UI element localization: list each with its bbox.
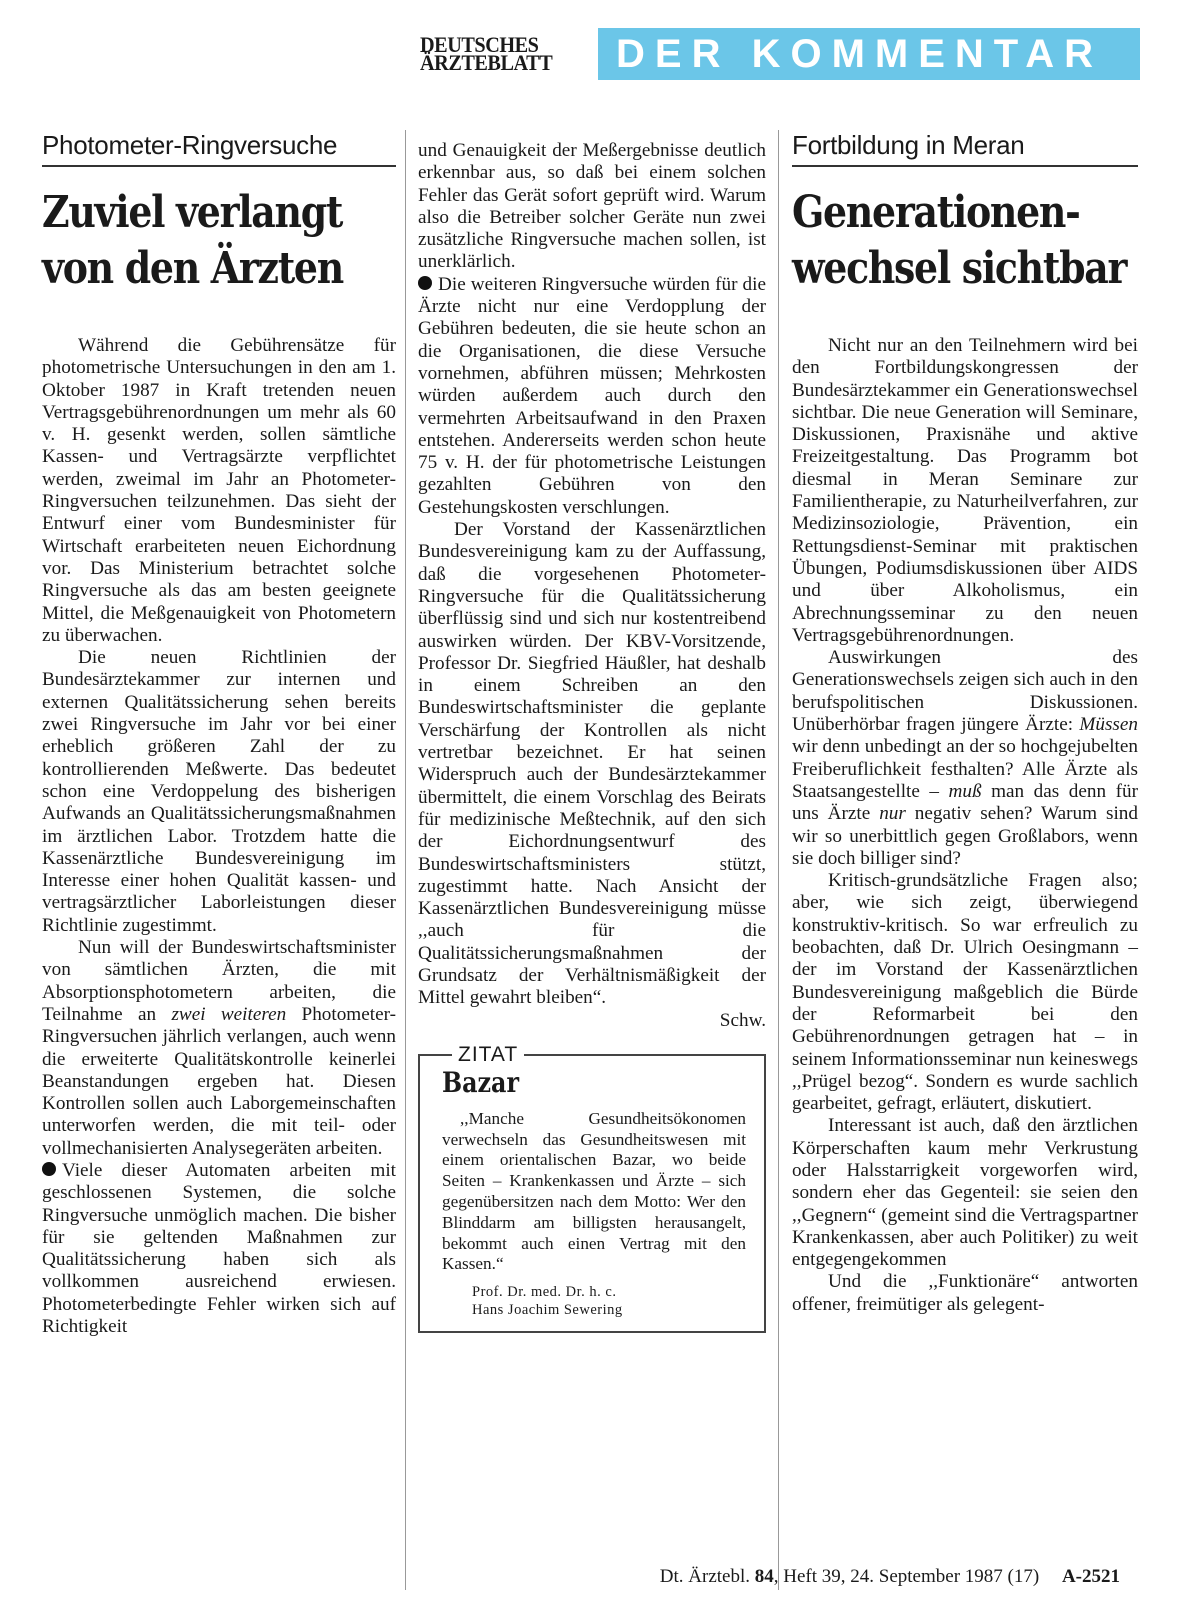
text-run: man das denn für uns Ärzte — [792, 780, 1138, 825]
column-divider — [405, 130, 406, 1590]
headline-line-1: Zuviel verlangt — [42, 187, 343, 238]
article-continuation — [418, 140, 766, 1333]
quote-label: ZITAT — [452, 1043, 524, 1067]
text-run: wir denn unbedingt an der so hochgejubelten Freiberuflichkeit festhalten? Alle Ärzte als Staatsangestellte – — [792, 736, 1138, 802]
paragraph: Der Vorstand der Kassenärztlichen Bundesvereinigung kam zu der Auffassung, daß die vorgesehenen Photometer-Ringversuche für die Qualitätssicherung überflüssig sind und sich nur kostentreibend auswirken würden. Der KBV-Vorsitzende, Professor Dr. Siegfried Häußler, hat deshalb in einem Schreiben an den Bundeswirtschaftsminister die geplante Verschärfung der Kontrollen als nicht vertretbar bezeichnet. Er hat seinen Widerspruch auch der Bundesärztekammer übermittelt, die einem Vorschlag des Beirats für medizinische Meßtechnik, auf den sich der Eichordnungsentwurf des Bundeswirtschaftsministers stützt, zugestimmt hatte. Nach Ansicht der Kassenärztlichen Bundesvereinigung müsse ,,auch für die Qualitätssicherungsmaßnahmen der Grundsatz der Verhältnismäßigkeit der Mittel gewahrt bleiben“. — [418, 519, 766, 1009]
paragraph — [42, 937, 396, 1160]
column-divider — [778, 130, 779, 1590]
emphasis: Müssen — [1079, 714, 1138, 736]
text-run: Auswirkungen des Generationswechsels zeigen sich auch in den berufspolitischen Diskussionen. Unüberhörbar fragen jüngere Ärzte: — [792, 647, 1138, 736]
quote-author-title: Prof. Dr. med. Dr. h. c. — [472, 1284, 617, 1301]
paragraph — [792, 647, 1138, 870]
article-headline — [42, 185, 346, 297]
headline-line-2: von den Ärzten — [42, 243, 343, 294]
quote-title: Bazar — [442, 1065, 520, 1099]
article-meran — [792, 130, 1138, 1316]
article-body — [792, 335, 1138, 1316]
page-number: A-2521 — [1061, 1566, 1120, 1587]
masthead — [420, 28, 1140, 80]
article-photometer — [42, 130, 396, 1338]
article-kicker: Photometer-Ringversuche — [42, 130, 396, 167]
emphasis: zwei weiteren — [171, 1003, 287, 1025]
emphasis: nur — [879, 803, 906, 825]
article-body — [418, 140, 766, 1032]
page-footer — [660, 1566, 1120, 1588]
headline-line-1: Generationen- — [792, 187, 1080, 238]
bullet-icon — [42, 1162, 56, 1176]
quote-box — [418, 1042, 766, 1333]
quote-author-name: Hans Joachim Sewering — [472, 1302, 623, 1319]
article-body — [42, 335, 396, 1338]
quote-text: ,,Manche Gesundheitsökonomen verwechseln das Gesundheitswesen mit einem orientalischen Bazar, wo beide Seiten – Krankenkassen und Ärzte – sich gegenübersitzen nach dem Motto: Wer den Blinddarm am billigsten herausangelt, bekommt auch einen Vertrag mit den Kassen.“ — [442, 1108, 746, 1274]
paragraph: Nicht nur an den Teilnehmern wird bei den Fortbildungskongressen der Bundesärztekammer ein Generationswechsel sichtbar. Die neue Generation will Seminare, Diskussionen, Praxisnähe und aktive Freizeitgestaltung. Das Programm bot diesmal in Meran Seminare zur Familientherapie, zu Naturheilverfahren, zur Medizinsoziologie, Prävention, ein Rettungsdienst-Seminar mit praktischen Übungen, Podiumsdiskussionen über AIDS und über Alkoholismus, ein Abrechnungsseminar zu den neuen Vertragsgebührenordnungen. — [792, 335, 1138, 646]
section-banner: DER KOMMENTAR — [598, 28, 1140, 80]
paragraph: Interessant ist auch, daß den ärztlichen Körperschaften kaum mehr Verkrustung oder Halsstarrigkeit vorgeworfen wird, sondern eher das Gegenteil: sie seien den ,,Gegnern“ (gemeint sind die Vertragspartner Krankenkassen, aber auch Politiker) zu weit entgegengekommen — [792, 1115, 1138, 1271]
quote-author — [472, 1283, 746, 1319]
text-run: Viele dieser Automaten arbeiten mit geschlossenen Systemen, die solche Ringversuche unmöglich machen. Die bisher für sie geltenden Maßnahmen zur Qualitätssicherung haben sich als vollkommen ausreichend erwiesen. Photometerbedingte Fehler wirken sich auf Richtigkeit — [42, 1159, 396, 1338]
paragraph — [418, 274, 766, 519]
bullet-icon — [418, 276, 432, 290]
headline-line-2: wechsel sichtbar — [792, 243, 1127, 294]
issue-info: , Heft 39, 24. September 1987 (17) — [773, 1566, 1040, 1587]
journal-abbrev: Dt. Ärztebl. — [659, 1566, 751, 1587]
journal-logo — [420, 32, 595, 75]
paragraph: und Genauigkeit der Meßergebnisse deutlich erkennbar aus, so daß bei einem solchen Fehler das Gerät sofort geprüft wird. Warum also die Betreiber solcher Geräte nun zwei zusätzliche Ringversuche machen sollen, ist unerklärlich. — [418, 140, 766, 273]
paragraph — [42, 1160, 396, 1338]
author-signature: Schw. — [719, 1009, 766, 1031]
brand-line-1: DEUTSCHES — [420, 32, 539, 57]
volume-number: 84 — [754, 1566, 774, 1587]
article-kicker: Fortbildung in Meran — [792, 130, 1138, 167]
paragraph: Die neuen Richtlinien der Bundesärztekammer zur internen und externen Qualitätssicherung sehen bereits zwei Ringversuche im Jahr vor bei einer erheblich größeren Zahl der zu kontrollierenden Meßwerte. Das bedeutet schon eine Verdoppelung des bisherigen Aufwands an Qualitätssicherungsmaßnahmen im ärztlichen Labor. Trotzdem hatte die Kassenärztliche Bundesvereinigung im Interesse einer hohen Qualität kassen- und vertragsärztlicher Laborleistungen dieser Richtlinie zugestimmt. — [42, 647, 396, 936]
paragraph: Während die Gebührensätze für photometrische Untersuchungen in den am 1. Oktober 1987 in Kraft tretenden neuen Vertragsgebührenordnungen um mehr als 60 v. H. gesenkt werden, sollen sämtliche Kassen- und Vertragsärzte verpflichtet werden, zweimal im Jahr an Photometer-Ringversuchen teilzunehmen. Das sieht der Entwurf einer vom Bundesminister für Wirtschaft erarbeiteten neuen Eichordnung vor. Das Ministerium betrachtet solche Ringversuche als das am besten geeignete Mittel, die Meßgenauigkeit von Photometern zu überwachen. — [42, 335, 396, 646]
text-run: Photometer-Ringversuchen jährlich verlangen, auch wenn die erweiterte Qualitätskontrolle keinerlei Beanstandungen ergeben hat. Diesen Kontrollen sollen auch Laborgemeinschaften unterworfen werden, die mit teil- oder vollmechanisierten Analysegeräten arbeiten. — [42, 1003, 396, 1159]
article-headline — [792, 185, 1127, 297]
text-run: negativ sehen? Warum sind wir so unerbittlich gegen Großlabors, wenn sie doch billiger sind? — [792, 803, 1138, 869]
text-run: Die weiteren Ringversuche würden für die Ärzte nicht nur eine Verdopplung der Gebühren bedeuten, die sie heute schon an die Organisationen, die diese Versuche vornehmen, abführen müssen; Mehrkosten würden außerdem auch durch den vermehrten Arbeitsaufwand in den Praxen entstehen. Andererseits werden schon heute 75 v. H. der für photometrische Leistungen gezahlten Gebühren von den Gestehungskosten verschlungen. — [418, 273, 766, 518]
paragraph: Und die ,,Funktionäre“ antworten offener, freimütiger als gelegent- — [792, 1271, 1138, 1315]
paragraph: Kritisch-grundsätzliche Fragen also; aber, wie sich zeigt, überwiegend konstruktiv-kritisch. So war erfreulich zu beobachten, daß Dr. Ulrich Oesingmann – der im Vorstand der Kassenärztlichen Bundesvereinigung maßgeblich die Bürde der Reformarbeit bei den Gebührenordnungen getragen hat – in seinem Informationsseminar nun keineswegs ,,Prügel bezog“. Sondern es wurde sachlich gearbeitet, gefragt, erläutert, diskutiert. — [792, 870, 1138, 1115]
signature-line — [418, 1010, 766, 1032]
emphasis: muß — [948, 780, 982, 802]
brand-line-2: ÄRZTEBLATT — [420, 50, 553, 75]
text-run: Nun will der Bundeswirtschaftsminister von sämtlichen Ärzten, die mit Absorptionsphotometern arbeiten, die Teilnahme an — [42, 937, 396, 1025]
